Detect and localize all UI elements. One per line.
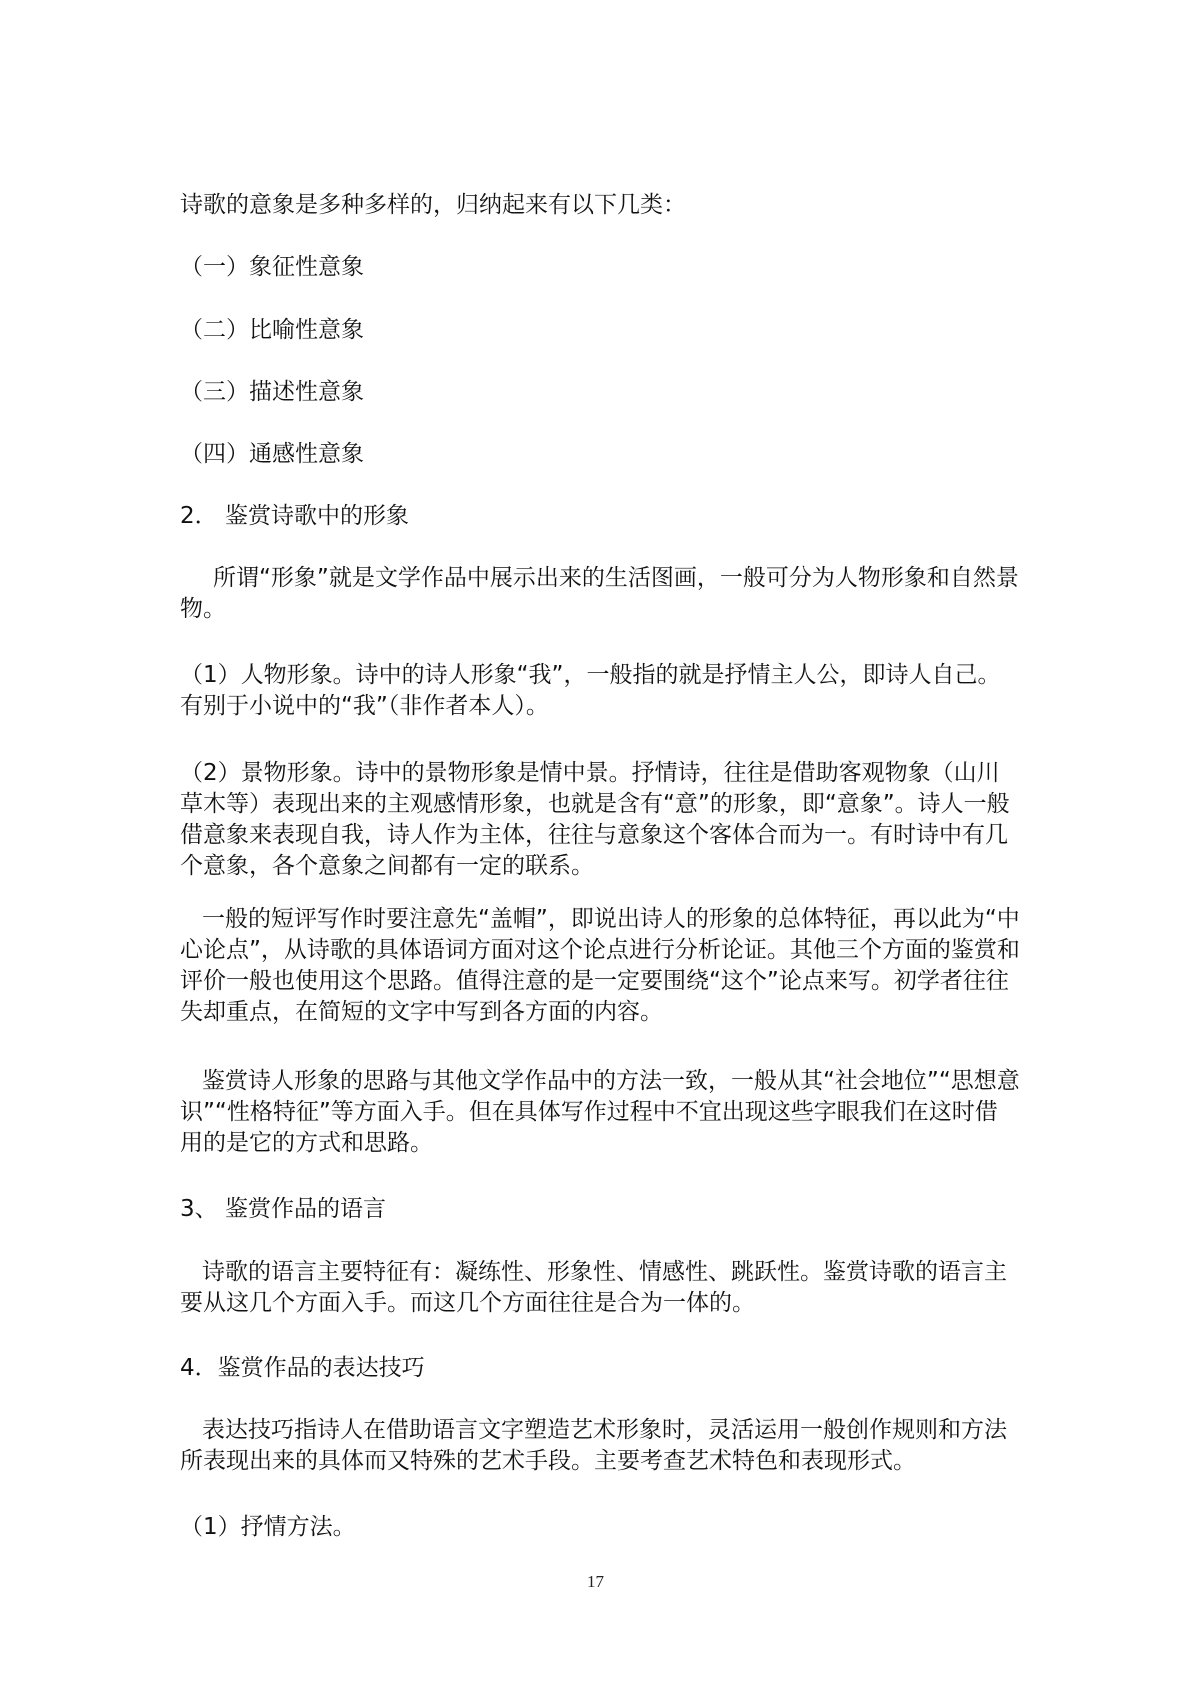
intro-paragraph: 诗歌的意象是多种多样的，归纳起来有以下几类：	[180, 192, 686, 218]
paragraph-image-definition: 所谓“形象”就是文学作品中展示出来的生活图画，一般可分为人物形象和自然景物。	[180, 565, 1019, 622]
paragraph-character-image: （1）人物形象。诗中的诗人形象“我”，一般指的就是抒情主人公，即诗人自己。有别于小说中的“我”（非作者本人）。	[180, 662, 1001, 719]
paragraph-review-writing: 一般的短评写作时要注意先“盖帽”，即说出诗人的形象的总体特征，再以此为“中心论点”，从诗歌的具体语词方面对这个论点进行分析论证。其他三个方面的鉴赏和评价一般也使用这个思路。值得注意的是一定要围绕“这个”论点来写。初学者往往失却重点，在简短的文字中写到各方面的内容。	[180, 906, 1020, 1025]
section-heading-3: 3、 鉴赏作品的语言	[180, 1196, 386, 1222]
list-item-symbolic: （一）象征性意象	[180, 254, 364, 280]
list-item-metaphoric: （二）比喻性意象	[180, 317, 364, 343]
section-heading-4: 4．鉴赏作品的表达技巧	[180, 1355, 425, 1381]
paragraph-language-features: 诗歌的语言主要特征有：凝练性、形象性、情感性、跳跃性。鉴赏诗歌的语言主要从这几个方面入手。而这几个方面往往是合为一体的。	[180, 1259, 1007, 1316]
section-heading-2: 2． 鉴赏诗歌中的形象	[180, 503, 409, 529]
page-number: 17	[587, 1572, 604, 1591]
paragraph-expression-techniques: 表达技巧指诗人在借助语言文字塑造艺术形象时，灵活运用一般创作规则和方法所表现出来的具体而又特殊的艺术手段。主要考查艺术特色和表现形式。	[180, 1417, 1007, 1474]
list-item-descriptive: （三）描述性意象	[180, 379, 364, 405]
paragraph-scenery-image: （2）景物形象。诗中的景物形象是情中景。抒情诗，往往是借助客观物象（山川草木等）表现出来的主观感情形象，也就是含有“意”的形象，即“意象”。诗人一般借意象来表现自我，诗人作为主体，往往与意象这个客体合而为一。有时诗中有几个意象，各个意象之间都有一定的联系。	[180, 760, 1010, 879]
subheading-lyric-methods: （1）抒情方法。	[180, 1514, 356, 1540]
paragraph-poet-image-approach: 鉴赏诗人形象的思路与其他文学作品中的方法一致，一般从其“社会地位”“思想意识”“性格特征”等方面入手。但在具体写作过程中不宜出现这些字眼我们在这时借用的是它的方式和思路。	[180, 1068, 1020, 1156]
list-item-synesthetic: （四）通感性意象	[180, 441, 364, 467]
